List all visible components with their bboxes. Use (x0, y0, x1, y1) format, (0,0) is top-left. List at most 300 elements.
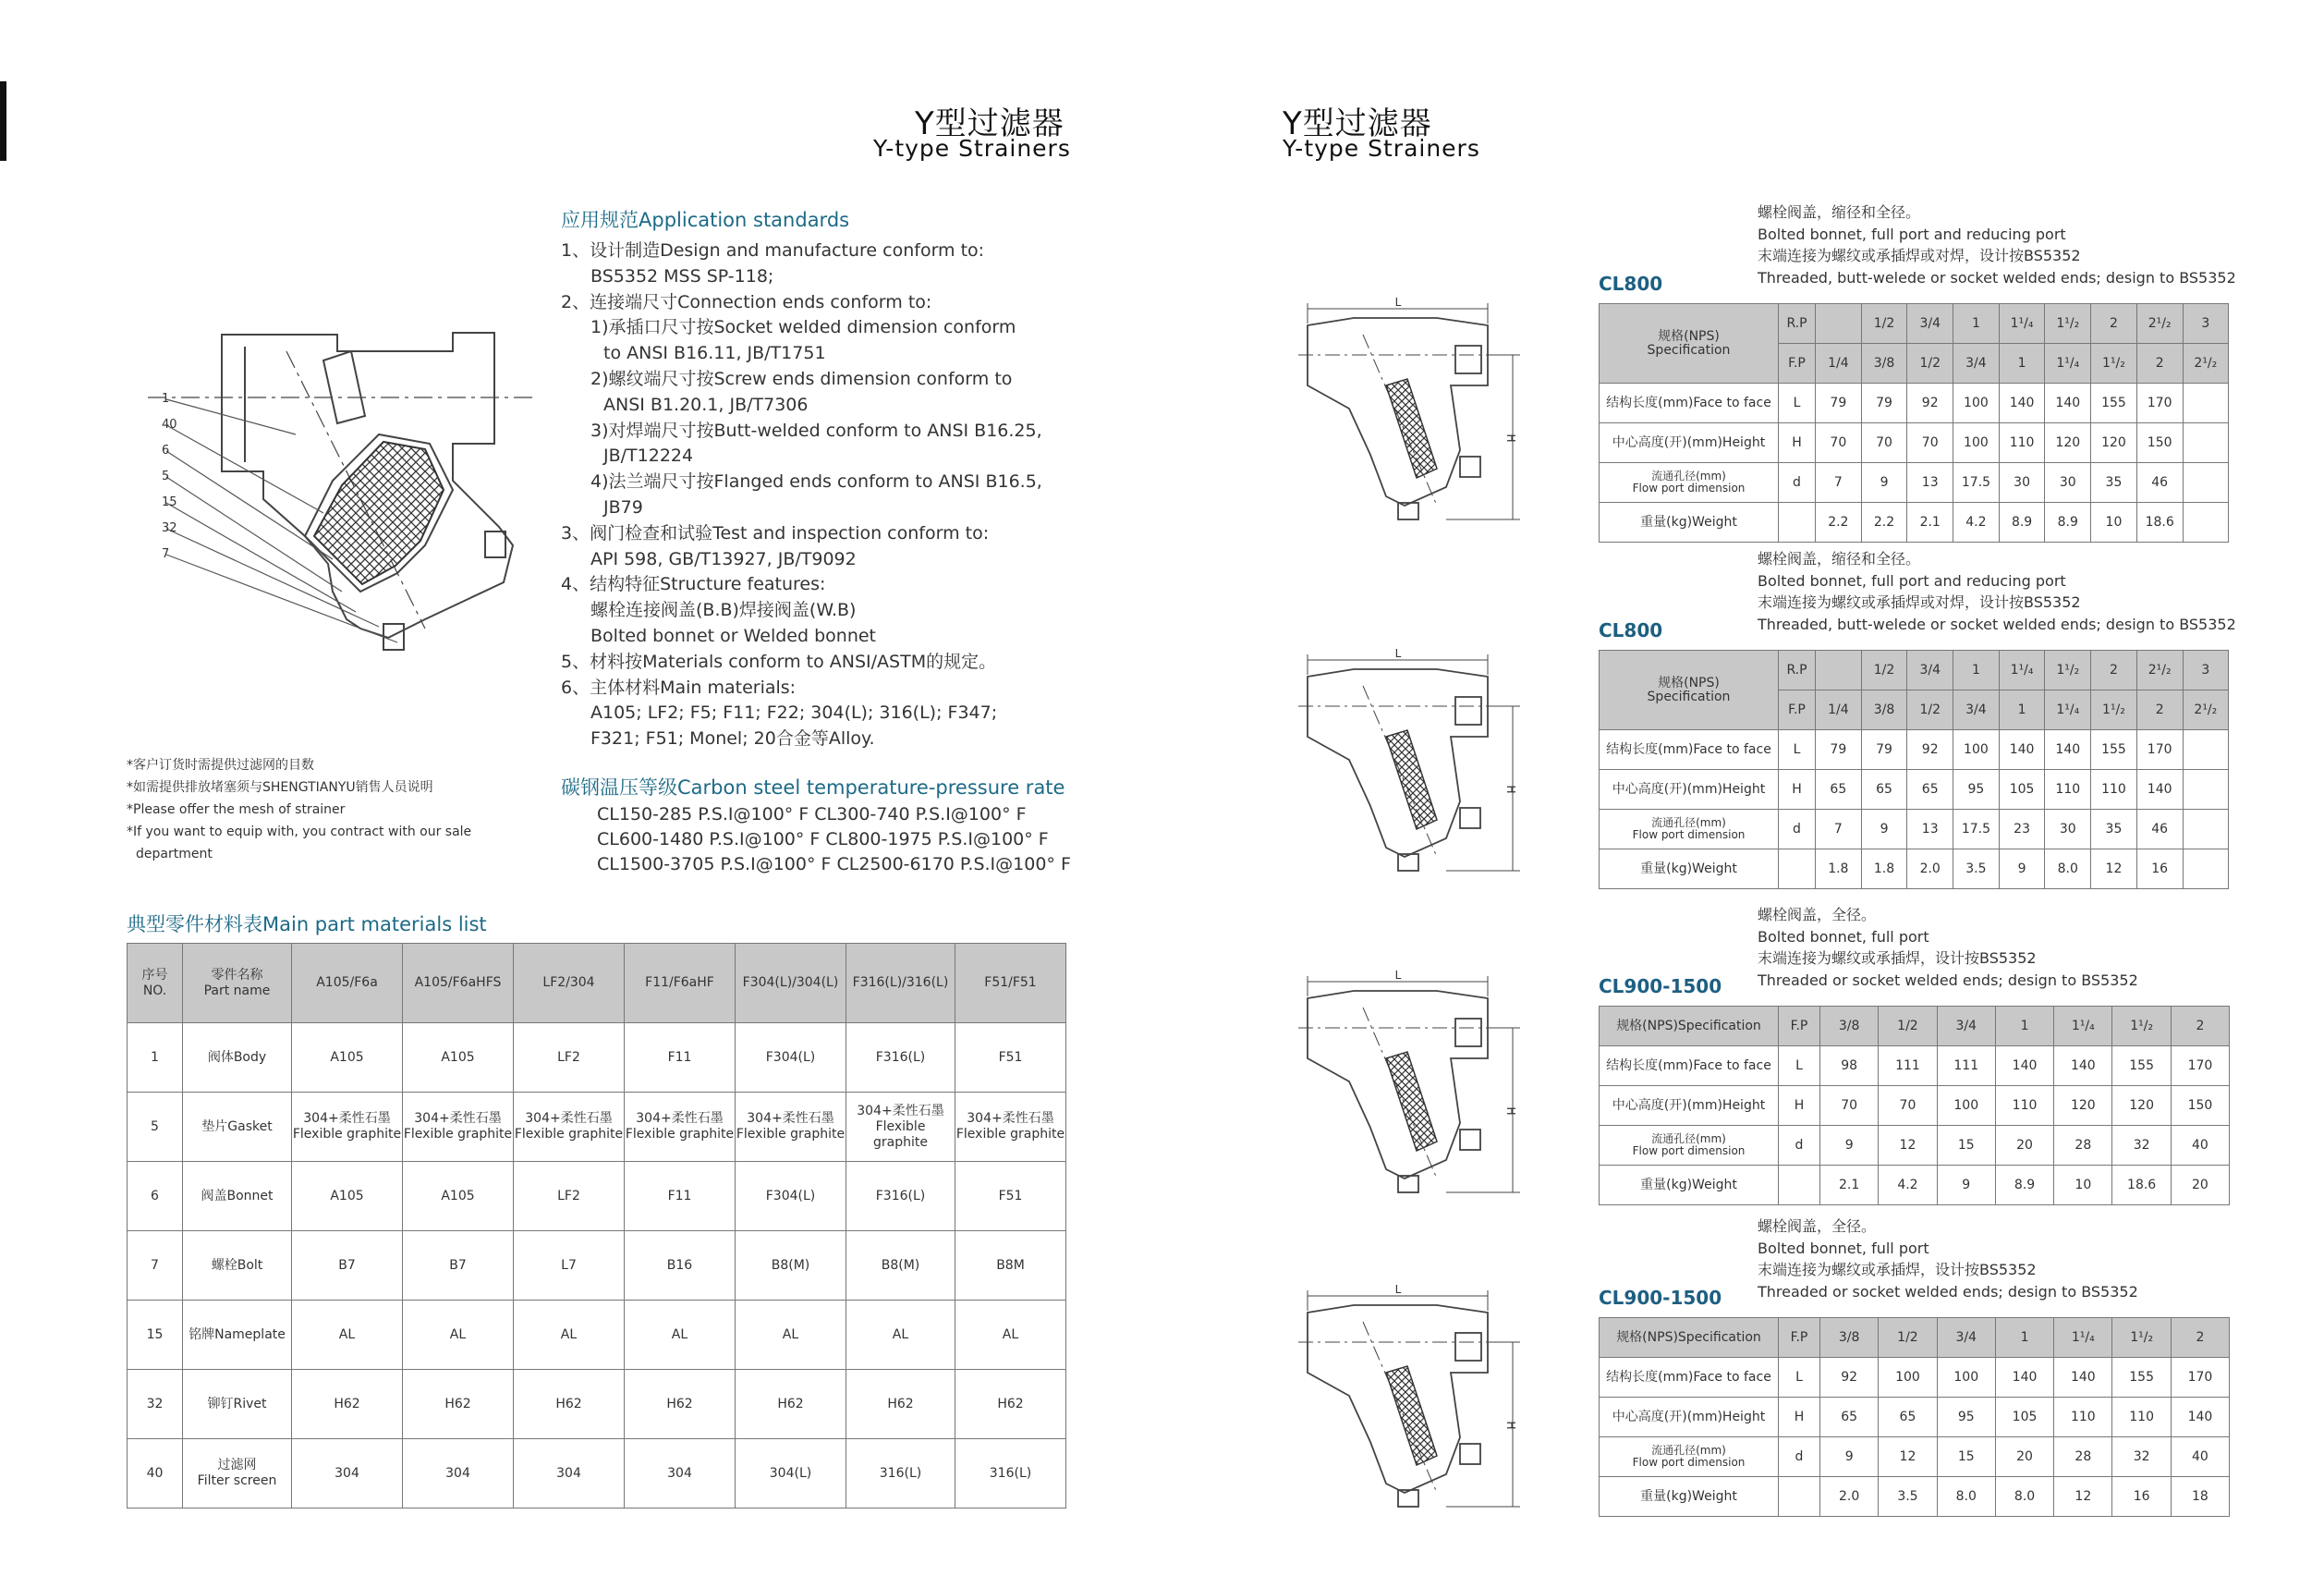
materials-header-cell: F51/F51 (955, 944, 1066, 1023)
spec-header-cell: 3/8 (1820, 1007, 1879, 1046)
spec-value: 140 (1999, 730, 2045, 770)
spec-header-cell: 1 (1995, 1318, 2053, 1358)
spec-header-cell: 1¹/₂ (2112, 1318, 2171, 1358)
spec-size-cell: 1/2 (1861, 651, 1907, 690)
spec-row (1600, 1086, 2230, 1126)
materials-cell: 304+柔性石墨 Flexible graphite (846, 1093, 955, 1162)
materials-cell: B8(M) (736, 1231, 846, 1301)
standard-line: 1)承插口尺寸按Socket welded dimension conform (590, 317, 1016, 338)
materials-cell: B7 (292, 1231, 403, 1301)
standard-line: 3、阀门检查和试验Test and inspection conform to: (561, 522, 990, 544)
materials-cell: 40 (128, 1439, 183, 1509)
spec-value: 111 (1937, 1046, 1995, 1086)
spec-value: 16 (2112, 1477, 2171, 1517)
materials-cell: 316(L) (955, 1439, 1066, 1509)
pressure-class-label: CL900-1500 (1599, 975, 1722, 997)
spec-header-cell: F.P (1779, 1007, 1820, 1046)
callout-number: 15 (162, 495, 177, 509)
spec-value: 20 (1995, 1126, 2053, 1166)
pressure-rate-list (597, 802, 1071, 877)
spec-value: 9 (1999, 849, 2045, 889)
spec-value: 32 (2112, 1437, 2171, 1477)
materials-row (128, 1231, 1066, 1301)
spec-value: 150 (2136, 423, 2183, 463)
spec-value: 100 (1937, 1086, 1995, 1126)
spec-value: 105 (1999, 770, 2045, 810)
materials-row (128, 1093, 1066, 1162)
spec-value: 35 (2091, 463, 2137, 503)
spec-value: 70 (1907, 423, 1953, 463)
product-caption (1758, 202, 2236, 288)
spec-row-name: 中心高度(开)(mm)Height (1600, 770, 1779, 810)
materials-cell: 铆钉Rivet (183, 1370, 292, 1439)
spec-row (1600, 1166, 2230, 1205)
spec-value (2183, 503, 2229, 543)
spec-value: 8.0 (2045, 849, 2091, 889)
spec-size-cell: F.P (1779, 344, 1816, 384)
spec-size-cell: 2¹/₂ (2136, 304, 2183, 344)
spec-value: 17.5 (1953, 463, 2000, 503)
materials-cell: 6 (128, 1162, 183, 1231)
product-caption (1758, 904, 2138, 991)
materials-cell: F11 (625, 1023, 736, 1093)
spec-symbol: d (1779, 463, 1816, 503)
spec-header-cell: F.P (1779, 1318, 1820, 1358)
left-title-en: Y-type Strainers (873, 135, 1071, 162)
spec-value: 46 (2136, 810, 2183, 849)
spec-value: 170 (2171, 1046, 2229, 1086)
spec-value: 28 (2054, 1437, 2112, 1477)
spec-row-name: 结构长度(mm)Face to face (1600, 730, 1779, 770)
spec-value: 30 (1999, 463, 2045, 503)
pressure-class-label: CL900-1500 (1599, 1287, 1722, 1309)
spec-value: 100 (1953, 423, 2000, 463)
spec-value: 79 (1816, 384, 1862, 423)
spec-size-cell: 1/2 (1907, 690, 1953, 730)
spec-table (1599, 650, 2229, 889)
pressure-class-label: CL800 (1599, 273, 1663, 295)
spec-value: 40 (2171, 1437, 2229, 1477)
spec-value: 140 (1995, 1046, 2053, 1086)
left-title-cn: Y型过滤器 (915, 105, 1065, 142)
spec-value: 1.8 (1816, 849, 1862, 889)
spec-value: 13 (1907, 810, 1953, 849)
materials-cell: H62 (846, 1370, 955, 1439)
spec-symbol: H (1779, 770, 1816, 810)
caption-line: 螺栓阀盖，全径。 (1758, 1217, 1877, 1235)
spec-value: 4.2 (1953, 503, 2000, 543)
spec-value: 110 (2112, 1398, 2171, 1437)
spec-header-cell: 规格(NPS)Specification (1600, 1007, 1779, 1046)
spec-value: 120 (2091, 423, 2137, 463)
materials-cell: F304(L) (736, 1162, 846, 1231)
right-title-cn: Y型过滤器 (1283, 105, 1432, 142)
materials-cell: 304 (292, 1439, 403, 1509)
materials-header-cell: 序号 NO. (128, 944, 183, 1023)
spec-symbol: d (1779, 1437, 1820, 1477)
spec-value: 155 (2091, 730, 2137, 770)
caption-line: Bolted bonnet, full port and reducing port (1758, 571, 2066, 590)
spec-value: 79 (1861, 384, 1907, 423)
spec-row (1600, 1477, 2230, 1517)
spec-value: 70 (1879, 1086, 1937, 1126)
materials-cell: 15 (128, 1301, 183, 1370)
spec-value: 9 (1820, 1126, 1879, 1166)
materials-cell: 304+柔性石墨 Flexible graphite (955, 1093, 1066, 1162)
spec-value: 105 (1995, 1398, 2053, 1437)
spec-name-cell: 规格(NPS) Specification (1600, 304, 1779, 384)
materials-header-cell: F304(L)/304(L) (736, 944, 846, 1023)
spec-size-cell (1816, 304, 1862, 344)
spec-row-name: 流通孔径(mm) Flow port dimension (1600, 463, 1779, 503)
callout-number: 5 (162, 470, 170, 483)
spec-header-cell: 1¹/₂ (2112, 1007, 2171, 1046)
materials-cell: F51 (955, 1162, 1066, 1231)
materials-cell: A105 (292, 1023, 403, 1093)
spec-value: 65 (1879, 1398, 1937, 1437)
spec-value: 23 (1999, 810, 2045, 849)
spec-value: 120 (2045, 423, 2091, 463)
materials-cell: 304+柔性石墨 Flexible graphite (736, 1093, 846, 1162)
spec-row (1600, 423, 2229, 463)
callout-number: 6 (162, 444, 170, 458)
spec-value: 100 (1953, 384, 2000, 423)
note-line: *如需提供排放堵塞须与SHENGTIANYU销售人员说明 (127, 780, 433, 795)
spec-value: 18 (2171, 1477, 2229, 1517)
spec-row-name: 中心高度(开)(mm)Height (1600, 423, 1779, 463)
length-dim-label: L (1394, 649, 1402, 660)
strainer-diagram-3 (1298, 971, 1543, 1202)
spec-row-name: 结构长度(mm)Face to face (1600, 1046, 1779, 1086)
spec-value: 110 (2054, 1398, 2112, 1437)
spec-value: 2.1 (1820, 1166, 1879, 1205)
callout-number: 1 (162, 392, 170, 406)
spec-value: 12 (1879, 1126, 1937, 1166)
spec-value: 18.6 (2136, 503, 2183, 543)
materials-cell: F51 (955, 1023, 1066, 1093)
spec-header-cell: 规格(NPS)Specification (1600, 1318, 1779, 1358)
materials-cell: AL (846, 1301, 955, 1370)
spec-value: 92 (1907, 384, 1953, 423)
length-dim-label: L (1394, 298, 1402, 309)
materials-heading: 典型零件材料表Main part materials list (127, 913, 487, 935)
spec-value: 8.9 (1995, 1166, 2053, 1205)
caption-line: 末端连接为螺纹或承插焊，设计按BS5352 (1758, 949, 2037, 967)
spec-size-cell: 1¹/₂ (2045, 651, 2091, 690)
spec-value: 70 (1816, 423, 1862, 463)
standard-line: 2)螺纹端尺寸按Screw ends dimension conform to (590, 368, 1013, 389)
spec-value: 8.0 (1937, 1477, 1995, 1517)
spec-value: 65 (1820, 1398, 1879, 1437)
spec-value: 110 (1995, 1086, 2053, 1126)
materials-cell: F316(L) (846, 1162, 955, 1231)
spec-value: 13 (1907, 463, 1953, 503)
spec-row (1600, 384, 2229, 423)
spec-value: 140 (2054, 1358, 2112, 1398)
spec-value: 35 (2091, 810, 2137, 849)
spec-value: 100 (1953, 730, 2000, 770)
materials-cell: 垫片Gasket (183, 1093, 292, 1162)
height-dim-label: H (1504, 434, 1517, 443)
materials-cell: A105 (403, 1023, 514, 1093)
spec-size-cell: 2 (2091, 651, 2137, 690)
spec-size-cell: 1¹/₄ (1999, 651, 2045, 690)
spec-size-cell: 1¹/₂ (2091, 690, 2137, 730)
standard-line: 螺栓连接阀盖(B.B)焊接阀盖(W.B) (590, 600, 857, 621)
materials-cell: H62 (955, 1370, 1066, 1439)
spec-symbol (1779, 849, 1816, 889)
spec-row-name: 重量(kg)Weight (1600, 1477, 1779, 1517)
spec-value: 140 (1995, 1358, 2053, 1398)
materials-cell: LF2 (514, 1023, 625, 1093)
spec-value: 28 (2054, 1126, 2112, 1166)
spec-value: 65 (1816, 770, 1862, 810)
spec-row-name: 流通孔径(mm) Flow port dimension (1600, 1437, 1779, 1477)
caption-line: Threaded or socket welded ends; design to BS5352 (1758, 971, 2138, 989)
standard-line: API 598, GB/T13927, JB/T9092 (590, 548, 857, 569)
spec-size-cell: 3/4 (1953, 344, 2000, 384)
spec-value: 2.1 (1907, 503, 1953, 543)
standard-line: 2、连接端尺寸Connection ends conform to: (561, 291, 932, 312)
spec-value: 120 (2054, 1086, 2112, 1126)
spec-header-cell: 1/2 (1879, 1007, 1937, 1046)
pressure-rate-line: CL1500-3705 P.S.I@100° F CL2500-6170 P.S.I@100° F (597, 854, 1071, 874)
caption-line: 螺栓阀盖，全径。 (1758, 906, 1877, 923)
pressure-rate-heading: 碳钢温压等级Carbon steel temperature-pressure rate (561, 776, 1065, 799)
spec-value (2183, 384, 2229, 423)
spec-reduced-port-row (1600, 651, 2229, 690)
spec-size-cell: 1/4 (1816, 690, 1862, 730)
spec-row (1600, 730, 2229, 770)
spec-header-cell: 3/8 (1820, 1318, 1879, 1358)
spec-value: 12 (2091, 849, 2137, 889)
spec-value: 170 (2136, 730, 2183, 770)
spec-size-cell: 2 (2136, 690, 2183, 730)
caption-line: 末端连接为螺纹或承插焊或对焊，设计按BS5352 (1758, 593, 2081, 611)
spec-size-cell: 3/4 (1907, 304, 1953, 344)
edge-marker (0, 81, 6, 161)
spec-name-cell: 规格(NPS) Specification (1600, 651, 1779, 730)
spec-value: 155 (2112, 1358, 2171, 1398)
materials-cell: 304 (514, 1439, 625, 1509)
spec-value: 9 (1861, 810, 1907, 849)
spec-header-row (1600, 1007, 2230, 1046)
spec-value: 8.0 (1995, 1477, 2053, 1517)
spec-header-cell: 1¹/₄ (2054, 1318, 2112, 1358)
materials-cell: B7 (403, 1231, 514, 1301)
spec-size-cell: 3/4 (1953, 690, 2000, 730)
spec-size-cell: 2 (2136, 344, 2183, 384)
materials-cell: F11 (625, 1162, 736, 1231)
materials-cell: 304+柔性石墨 Flexible graphite (292, 1093, 403, 1162)
spec-row (1600, 1437, 2230, 1477)
spec-value: 7 (1816, 810, 1862, 849)
spec-size-cell: R.P (1779, 304, 1816, 344)
spec-symbol: L (1779, 730, 1816, 770)
materials-cell: AL (514, 1301, 625, 1370)
spec-value: 70 (1820, 1086, 1879, 1126)
materials-cell: AL (403, 1301, 514, 1370)
spec-value: 120 (2112, 1086, 2171, 1126)
spec-row-name: 重量(kg)Weight (1600, 1166, 1779, 1205)
spec-table (1599, 1317, 2230, 1517)
spec-row-name: 中心高度(开)(mm)Height (1600, 1398, 1779, 1437)
pressure-rate-line: CL600-1480 P.S.I@100° F CL800-1975 P.S.I@100° F (597, 829, 1049, 849)
materials-cell: 螺栓Bolt (183, 1231, 292, 1301)
spec-row-name: 流通孔径(mm) Flow port dimension (1600, 1126, 1779, 1166)
spec-row (1600, 810, 2229, 849)
spec-value: 95 (1937, 1398, 1995, 1437)
spec-value: 2.0 (1907, 849, 1953, 889)
spec-value: 12 (1879, 1437, 1937, 1477)
order-notes (127, 754, 471, 865)
caption-line: Threaded, butt-welede or socket welded ends; design to BS5352 (1758, 268, 2236, 287)
materials-cell: 5 (128, 1093, 183, 1162)
application-standards (561, 238, 1042, 752)
height-dim-label: H (1504, 785, 1517, 794)
spec-size-cell: 2¹/₂ (2136, 651, 2183, 690)
spec-row-name: 结构长度(mm)Face to face (1600, 384, 1779, 423)
materials-cell: 304+柔性石墨 Flexible graphite (625, 1093, 736, 1162)
standard-line: 3)对焊端尺寸按Butt-welded conform to ANSI B16.25, (590, 420, 1042, 441)
spec-size-cell: 1/2 (1907, 344, 1953, 384)
spec-value: 110 (2091, 770, 2137, 810)
right-title-en: Y-type Strainers (1283, 135, 1480, 162)
strainer-diagram-2 (1298, 649, 1543, 880)
materials-cell: AL (625, 1301, 736, 1370)
caption-line: Bolted bonnet, full port (1758, 927, 1929, 946)
standard-line: F321; F51; Monel; 20合金等Alloy. (590, 728, 875, 750)
spec-header-cell: 3/4 (1937, 1007, 1995, 1046)
spec-row (1600, 849, 2229, 889)
materials-header-cell: F11/F6aHF (625, 944, 736, 1023)
standard-line: to ANSI B16.11, JB/T1751 (603, 343, 826, 364)
materials-cell: H62 (625, 1370, 736, 1439)
spec-value: 140 (2136, 770, 2183, 810)
spec-size-cell: 3/4 (1907, 651, 1953, 690)
spec-value: 140 (2045, 384, 2091, 423)
materials-cell: A105 (403, 1162, 514, 1231)
spec-value (2183, 770, 2229, 810)
pressure-rate-line: CL150-285 P.S.I@100° F CL300-740 P.S.I@100° F (597, 804, 1027, 825)
materials-cell: 304+柔性石墨 Flexible graphite (514, 1093, 625, 1162)
materials-header-cell: 零件名称 Part name (183, 944, 292, 1023)
spec-size-cell: 1/2 (1861, 304, 1907, 344)
materials-cell: 32 (128, 1370, 183, 1439)
spec-row (1600, 1126, 2230, 1166)
spec-size-cell: 1¹/₄ (2045, 344, 2091, 384)
spec-size-cell: 1¹/₂ (2045, 304, 2091, 344)
spec-value (2183, 810, 2229, 849)
spec-value: 65 (1907, 770, 1953, 810)
standard-line: Bolted bonnet or Welded bonnet (590, 625, 877, 646)
spec-symbol: L (1779, 1046, 1820, 1086)
spec-value (2183, 463, 2229, 503)
materials-cell: 316(L) (846, 1439, 955, 1509)
standard-line: 6、主体材料Main materials: (561, 677, 797, 698)
spec-value: 155 (2112, 1046, 2171, 1086)
materials-cell: H62 (292, 1370, 403, 1439)
spec-symbol (1779, 1477, 1820, 1517)
caption-line: 螺栓阀盖，缩径和全径。 (1758, 550, 1921, 568)
spec-symbol (1779, 503, 1816, 543)
materials-row (128, 1162, 1066, 1231)
callout-number: 32 (162, 521, 177, 535)
note-line: department (136, 847, 213, 861)
spec-symbol: L (1779, 384, 1816, 423)
spec-value: 170 (2136, 384, 2183, 423)
spec-value: 7 (1816, 463, 1862, 503)
caption-line: 末端连接为螺纹或承插焊，设计按BS5352 (1758, 1261, 2037, 1278)
spec-value: 2.2 (1816, 503, 1862, 543)
note-line: *If you want to equip with, you contract with our sale (127, 825, 472, 839)
spec-size-cell: 2¹/₂ (2183, 344, 2229, 384)
materials-cell: 阀体Body (183, 1023, 292, 1093)
spec-value: 100 (1879, 1358, 1937, 1398)
spec-value: 140 (2171, 1398, 2229, 1437)
spec-size-cell: 1¹/₄ (2045, 690, 2091, 730)
standard-line: JB/T12224 (603, 446, 694, 467)
spec-value: 30 (2045, 810, 2091, 849)
spec-value: 92 (1820, 1358, 1879, 1398)
materials-cell: 过滤网 Filter screen (183, 1439, 292, 1509)
spec-size-cell: 3 (2183, 651, 2229, 690)
standard-line: 1、设计制造Design and manufacture conform to: (561, 240, 985, 261)
materials-header-row (128, 944, 1066, 1023)
spec-size-cell: 2¹/₂ (2183, 690, 2229, 730)
spec-row (1600, 503, 2229, 543)
spec-value: 8.9 (2045, 503, 2091, 543)
standard-line: A105; LF2; F5; F11; F22; 304(L); 316(L); F347; (590, 702, 998, 724)
spec-value: 98 (1820, 1046, 1879, 1086)
caption-line: 螺栓阀盖，缩径和全径。 (1758, 203, 1921, 221)
materials-cell: H62 (514, 1370, 625, 1439)
materials-table (127, 943, 1066, 1509)
spec-value: 70 (1861, 423, 1907, 463)
spec-value: 140 (2045, 730, 2091, 770)
materials-cell: H62 (403, 1370, 514, 1439)
spec-value: 1.8 (1861, 849, 1907, 889)
spec-value: 32 (2112, 1126, 2171, 1166)
materials-cell: 阀盖Bonnet (183, 1162, 292, 1231)
application-heading: 应用规范Application standards (561, 209, 850, 231)
caption-line: Threaded, butt-welede or socket welded ends; design to BS5352 (1758, 615, 2236, 633)
spec-row (1600, 1046, 2230, 1086)
spec-row-name: 中心高度(开)(mm)Height (1600, 1086, 1779, 1126)
spec-value: 10 (2054, 1166, 2112, 1205)
height-dim-label: H (1504, 1106, 1517, 1116)
spec-row-name: 重量(kg)Weight (1600, 503, 1779, 543)
materials-row (128, 1370, 1066, 1439)
spec-size-cell: 1 (1999, 344, 2045, 384)
standard-line: ANSI B1.20.1, JB/T7306 (603, 394, 809, 415)
materials-cell: H62 (736, 1370, 846, 1439)
materials-cell: L7 (514, 1231, 625, 1301)
spec-value: 140 (1999, 384, 2045, 423)
spec-value: 2.0 (1820, 1477, 1879, 1517)
materials-cell: 铭牌Nameplate (183, 1301, 292, 1370)
spec-value: 9 (1937, 1166, 1995, 1205)
spec-value (2183, 423, 2229, 463)
spec-value: 3.5 (1879, 1477, 1937, 1517)
spec-row (1600, 1358, 2230, 1398)
materials-header-cell: F316(L)/316(L) (846, 944, 955, 1023)
spec-row (1600, 1398, 2230, 1437)
spec-size-cell: 1 (1953, 304, 2000, 344)
spec-size-cell: 1 (1999, 690, 2045, 730)
spec-size-cell: 2 (2091, 304, 2137, 344)
spec-value: 155 (2091, 384, 2137, 423)
